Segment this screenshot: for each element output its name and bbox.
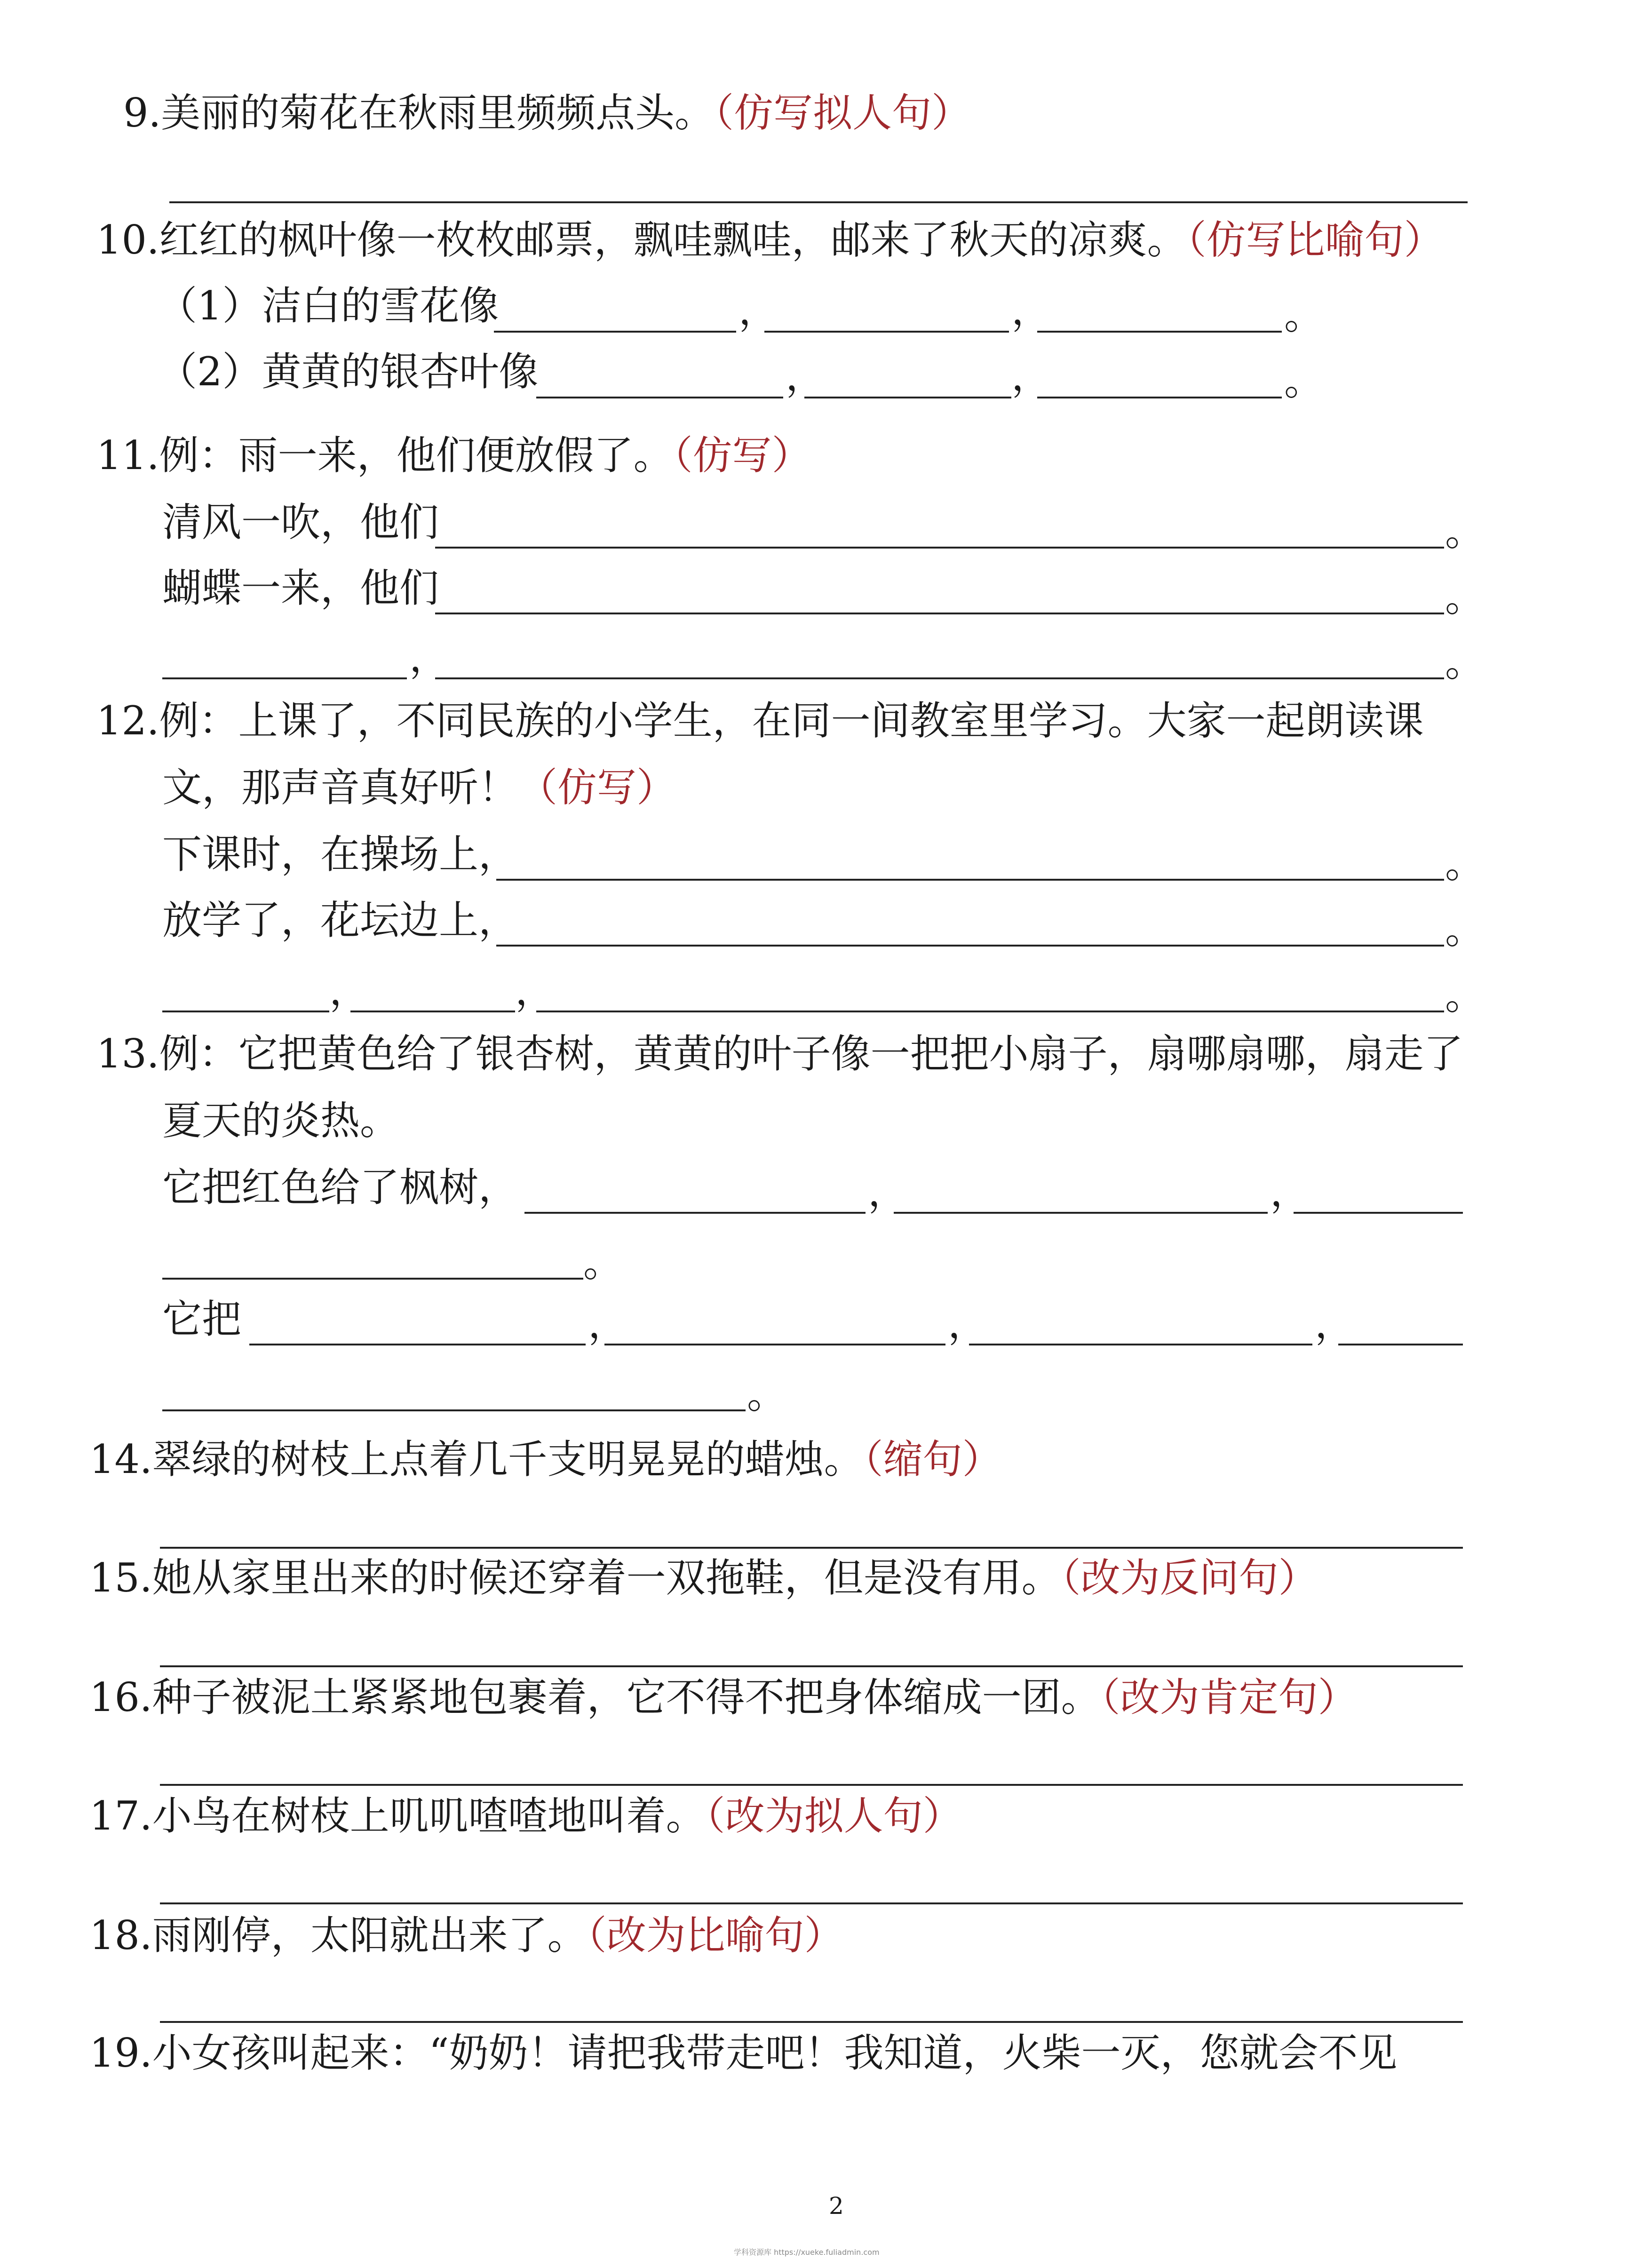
q11-text: 例：雨一来，他们便放假了。 [159, 432, 673, 478]
q14-number: 14. [89, 1436, 152, 1482]
q10-sub2-blank-1[interactable] [536, 397, 783, 398]
q13-line2-comma-2: ， [948, 1301, 988, 1347]
q18-question [89, 1912, 844, 1958]
q12-line2-period: 。 [1445, 907, 1485, 953]
q12-number: 12. [96, 698, 159, 744]
q10-sub2-blank-3[interactable] [1037, 397, 1282, 398]
q11-hint: （仿写） [673, 432, 811, 478]
q16-answer-line[interactable] [160, 1784, 1463, 1786]
q13-line1-comma-1: ， [868, 1169, 908, 1215]
q17-question [89, 1793, 962, 1839]
q15-text: 她从家里出来的时候还穿着一双拖鞋，但是没有用。 [152, 1555, 1061, 1601]
q12-line1-label: 下课时，在操场上， [162, 831, 518, 877]
q12-line3-comma-2: ， [515, 968, 555, 1014]
q18-answer-line[interactable] [160, 2021, 1463, 2023]
q10-sub2-comma-2: ， [1011, 353, 1051, 399]
q10-sub2-blank-2[interactable] [804, 397, 1011, 398]
q11-line1-period: 。 [1445, 509, 1485, 555]
q12-text-1: 例：上课了，不同民族的小学生，在同一间教室里学习。大家一起朗读课 [159, 698, 1424, 744]
q14-question [89, 1436, 1002, 1482]
q10-number: 10. [96, 217, 159, 263]
q12-question-line1 [96, 698, 1424, 744]
q12-line3-blank-1[interactable] [162, 1011, 329, 1012]
q13-line1-comma-2: ， [1270, 1169, 1310, 1215]
q10-sub1-comma-2: ， [1011, 287, 1051, 334]
q14-answer-line[interactable] [160, 1547, 1463, 1549]
q13-line2-continuation-blank[interactable] [162, 1409, 746, 1411]
q13-line2-blank-2[interactable] [604, 1344, 945, 1345]
q10-sub1-blank-3[interactable] [1037, 331, 1282, 333]
q12-line2-label: 放学了，花坛边上， [162, 897, 518, 943]
q13-line2-period: 。 [747, 1371, 787, 1417]
q11-number: 11. [96, 432, 159, 478]
q16-question [89, 1674, 1358, 1720]
q9-answer-line[interactable] [169, 201, 1468, 203]
q12-line3-comma-1: ， [329, 968, 369, 1014]
q11-line2-blank[interactable] [435, 613, 1444, 614]
q11-line3-blank-2[interactable] [435, 677, 1444, 679]
q9-number: 9. [123, 90, 161, 136]
q13-line1-blank-1[interactable] [524, 1212, 866, 1214]
footer-source: 学科资源库 https://xueke.fuliadmin.com [734, 2248, 880, 2257]
q11-line1-blank[interactable] [435, 547, 1444, 549]
q17-text: 小鸟在树枝上叽叽喳喳地叫着。 [152, 1793, 706, 1839]
q13-question-line2: 夏天的炎热。 [162, 1098, 400, 1144]
q13-line1-label: 它把红色给了枫树， [162, 1164, 518, 1210]
q10-sub1-label: （1）洁白的雪花像 [158, 283, 499, 329]
q10-question [96, 217, 1444, 263]
q10-sub1-blank-1[interactable] [494, 331, 736, 333]
q10-sub2-comma-1: ， [786, 353, 826, 399]
q18-number: 18. [89, 1912, 152, 1958]
q19-number: 19. [89, 2030, 152, 2076]
q11-question [96, 432, 811, 478]
q10-sub1-blank-2[interactable] [764, 331, 1009, 333]
q19-text: 小女孩叫起来：“奶奶！请把我带走吧！我知道，火柴一灭，您就会不见 [152, 2030, 1398, 2076]
q14-text: 翠绿的树枝上点着几千支明晃晃的蜡烛。 [152, 1436, 864, 1482]
q12-line1-blank[interactable] [496, 879, 1444, 881]
q11-line3-blank-1[interactable] [162, 677, 407, 679]
q13-line1-blank-3[interactable] [1294, 1212, 1463, 1214]
q15-number: 15. [89, 1555, 152, 1601]
q12-line3-blank-3[interactable] [536, 1011, 1444, 1012]
q16-hint: （改为肯定句） [1100, 1674, 1358, 1720]
page-number: 2 [829, 2192, 844, 2220]
q13-text-1: 例：它把黄色给了银杏树，黄黄的叶子像一把把小扇子，扇哪扇哪，扇走了 [159, 1031, 1463, 1077]
q12-line3-period: 。 [1445, 972, 1485, 1019]
q11-line3-comma: ， [409, 635, 449, 681]
q13-line2-blank-4[interactable] [1338, 1344, 1463, 1345]
q10-text: 红红的枫叶像一枚枚邮票，飘哇飘哇，邮来了秋天的凉爽。 [159, 217, 1187, 263]
q18-hint: （改为比喻句） [587, 1912, 844, 1958]
q9-text: 美丽的菊花在秋雨里频频点头。 [161, 90, 715, 136]
q16-number: 16. [89, 1674, 152, 1720]
q12-text-2: 文，那声音真好听！ [162, 764, 518, 811]
q15-answer-line[interactable] [160, 1665, 1463, 1667]
q10-hint: （仿写比喻句） [1186, 217, 1444, 263]
q15-question [89, 1555, 1318, 1601]
q12-line1-period: 。 [1445, 841, 1485, 887]
q16-text: 种子被泥土紧紧地包裹着，它不得不把身体缩成一团。 [152, 1674, 1101, 1720]
q13-question-line1 [96, 1031, 1463, 1077]
q18-text: 雨刚停，太阳就出来了。 [152, 1912, 587, 1958]
q11-line2-label: 蝴蝶一来，他们 [162, 565, 439, 611]
q15-hint: （改为反问句） [1061, 1555, 1318, 1601]
q10-sub2-period: 。 [1284, 358, 1324, 404]
q9-hint: （仿写拟人句） [714, 90, 971, 136]
q12-hint: （仿写） [518, 764, 676, 811]
q10-sub2-label: （2）黄黄的银杏叶像 [158, 349, 539, 395]
q13-line1-continuation-blank[interactable] [162, 1278, 583, 1280]
q19-question [89, 2030, 1398, 2076]
q10-sub1-comma-1: ， [739, 287, 778, 334]
q13-line2-blank-1[interactable] [249, 1344, 586, 1345]
q12-question-line2 [162, 764, 676, 811]
q17-number: 17. [89, 1793, 152, 1839]
q12-line2-blank[interactable] [496, 945, 1444, 947]
q11-line2-period: 。 [1445, 574, 1485, 621]
q17-answer-line[interactable] [160, 1902, 1463, 1904]
q12-line3-blank-2[interactable] [350, 1011, 515, 1012]
q17-hint: （改为拟人句） [705, 1793, 962, 1839]
q11-line1-label: 清风一吹，他们 [162, 499, 439, 545]
q10-sub1-period: 。 [1284, 292, 1324, 338]
q13-line2-blank-3[interactable] [969, 1344, 1312, 1345]
q13-number: 13. [96, 1031, 159, 1077]
q13-line1-blank-2[interactable] [894, 1212, 1268, 1214]
q14-hint: （缩句） [863, 1436, 1002, 1482]
q13-line2-label: 它把 [162, 1296, 242, 1342]
q13-line1-period: 。 [583, 1240, 623, 1286]
q9-question [123, 90, 971, 136]
q11-line3-period: 。 [1445, 639, 1485, 685]
q13-line2-comma-1: ， [588, 1301, 628, 1347]
q13-line2-comma-3: ， [1315, 1301, 1355, 1347]
